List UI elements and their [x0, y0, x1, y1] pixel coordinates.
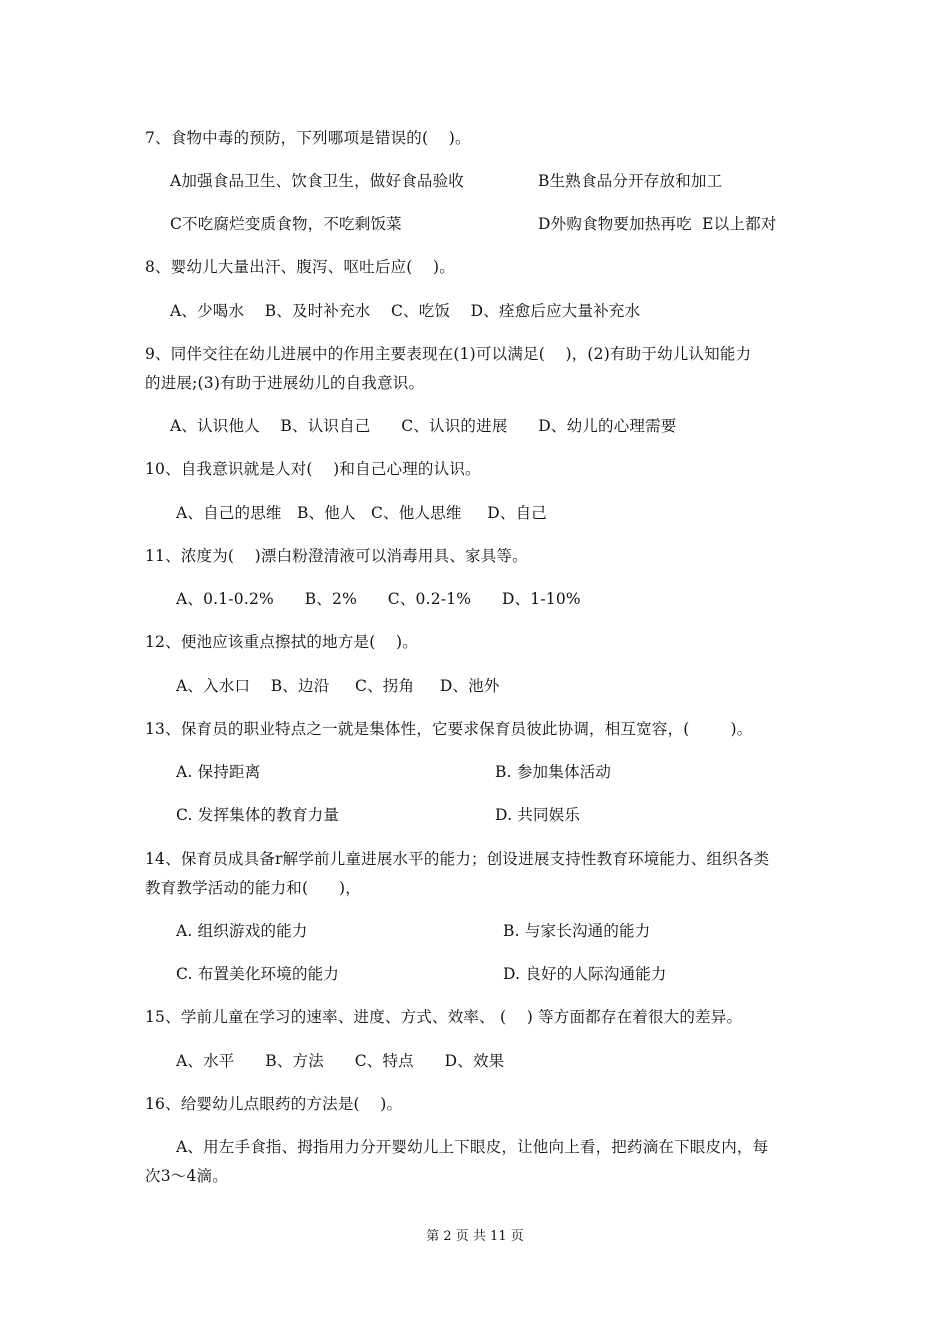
question-14-option-d: D. 良好的人际沟通能力 [503, 965, 667, 983]
question-11-stem: 11、浓度为( )漂白粉澄清液可以消毒用具、家具等。 [145, 547, 528, 565]
question-10-stem: 10、自我意识就是人对( )和自己心理的认识。 [145, 460, 481, 478]
question-16-option-a-line2: 次3～4滴。 [145, 1167, 228, 1185]
question-7-stem: 7、食物中毒的预防，下列哪项是错误的( )。 [145, 129, 471, 147]
question-14-stem-line1: 14、保育员成具备r解学前儿童进展水平的能力；创设进展支持性教育环境能力、组织各类 [145, 850, 770, 868]
question-9-options: A、认识他人 B、认识自己 C、认识的进展 D、幼儿的心理需要 [170, 417, 677, 435]
question-12-stem: 12、便池应该重点擦拭的地方是( )。 [145, 633, 418, 651]
question-7-option-c: C不吃腐烂变质食物，不吃剩饭菜 [170, 215, 402, 233]
question-8-stem: 8、婴幼儿大量出汗、腹泻、呕吐后应( )。 [145, 258, 455, 276]
question-13-option-d: D. 共同娱乐 [495, 806, 581, 824]
question-11-options: A、0.1-0.2% B、2% C、0.2-1% D、1-10% [176, 590, 581, 608]
question-13-option-c: C. 发挥集体的教育力量 [176, 806, 340, 824]
question-9-stem-line1: 9、同伴交往在幼儿进展中的作用主要表现在(1)可以满足( )，(2)有助于幼儿认知能力 [145, 345, 752, 363]
question-16-stem: 16、给婴幼儿点眼药的方法是( )。 [145, 1095, 403, 1113]
question-13-stem: 13、保育员的职业特点之一就是集体性，它要求保育员彼此协调，相互宽容，( )。 [145, 720, 753, 738]
question-7-option-d: D外购食物要加热再吃 E以上都对 [538, 215, 777, 233]
question-7-option-b: B生熟食品分开存放和加工 [538, 172, 723, 190]
question-7-option-a: A加强食品卫生、饮食卫生，做好食品验收 [170, 172, 464, 190]
question-14-option-c: C. 布置美化环境的能力 [176, 965, 340, 983]
question-9-stem-line2: 的进展;(3)有助于进展幼儿的自我意识。 [145, 374, 425, 392]
question-14-option-b: B. 与家长沟通的能力 [503, 922, 651, 940]
question-15-options: A、水平 B、方法 C、特点 D、效果 [176, 1052, 505, 1070]
question-14-option-a: A. 组织游戏的能力 [176, 922, 308, 940]
question-8-options: A、少喝水 B、及时补充水 C、吃饭 D、痊愈后应大量补充水 [170, 302, 641, 320]
question-13-option-a: A. 保持距离 [176, 763, 261, 781]
question-12-options: A、入水口 B、边沿 C、拐角 D、池外 [176, 677, 500, 695]
question-15-stem: 15、学前儿童在学习的速率、进度、方式、效率、 ( ) 等方面都存在着很大的差异。 [145, 1008, 743, 1026]
question-14-stem-line2: 教育教学活动的能力和( )， [145, 879, 361, 897]
question-16-option-a-line1: A、用左手食指、拇指用力分开婴幼儿上下眼皮，让他向上看，把药滴在下眼皮内，每 [176, 1138, 769, 1156]
question-13-option-b: B. 参加集体活动 [495, 763, 612, 781]
page-number-footer: 第 2 页 共 11 页 [426, 1229, 524, 1244]
question-10-options: A、自己的思维 B、他人 C、他人思维 D、自己 [176, 504, 547, 522]
